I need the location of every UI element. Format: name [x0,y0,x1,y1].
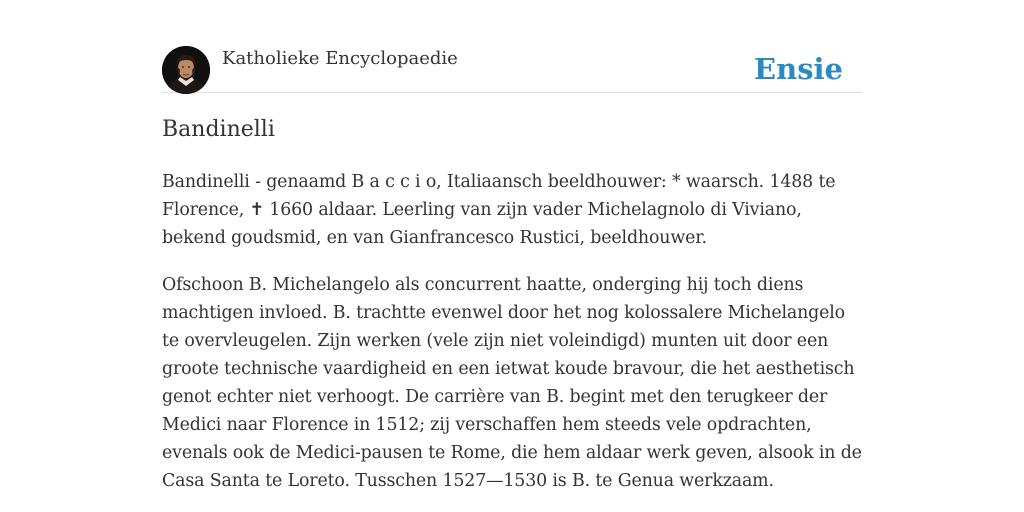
article-paragraph: Ofschoon B. Michelangelo als concurrent haatte, onderging hij toch diens machtigen invloed. B. trachtte evenwel door het nog kolossalere Michelangelo te overvleugelen. Zijn werken (vele zijn niet voleindigd) munten uit door een groote technische vaardigheid en een ietwat koude bravour, die het aesthetisch genot echter niet verhoogt. De carrière van B. begint met den terugkeer der Medici naar Florence in 1512; zij verschaffen hem steeds vele opdrachten, evenals ook de Medici-pausen te Rome, die hem aldaar werk geven, alsook in de Casa Santa te Loreto. Tusschen 1527—1530 is B. te Genua werkzaam. [162,275,862,491]
article-title: Bandinelli [162,117,275,142]
site-header [162,44,862,93]
portrait-avatar-icon[interactable] [162,46,210,94]
site-name[interactable]: Katholieke Encyclopaedie [222,48,458,69]
article-paragraph: Bandinelli - genaamd B a c c i o, Italiaansch beeldhouwer: * waarsch. 1488 te Florence, ✝ 1660 aldaar. Leerling van zijn vader Michelagnolo di Viviano, bekend goudsmid, en van Gianfrancesco Rustici, beeldhouwer. [162,172,836,248]
article-body [162,168,862,512]
brand-logo[interactable]: Ensie [754,52,843,86]
